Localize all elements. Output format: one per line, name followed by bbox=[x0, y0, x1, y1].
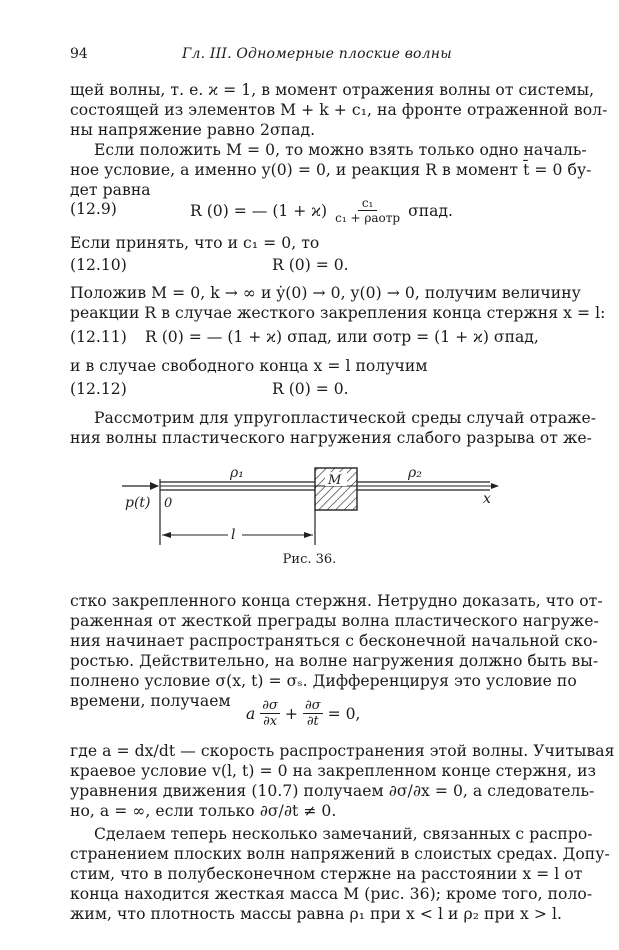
label-x: x bbox=[483, 491, 491, 507]
page-header bbox=[70, 46, 560, 64]
equation-rhs: = 0, bbox=[327, 704, 361, 723]
text-line: ное условие, а именно y(0) = 0, и реакция R в момент t̄ = 0 бу- bbox=[70, 161, 592, 179]
text-line: времени, получаем bbox=[70, 692, 231, 710]
fraction-denominator: c₁ + ρaотр bbox=[335, 211, 401, 225]
text-line: Если положить M = 0, то можно взять только одно началь- bbox=[94, 141, 587, 159]
coefficient-a: a bbox=[246, 704, 256, 723]
equation-lhs: R (0) = — (1 + ϰ) bbox=[190, 201, 328, 220]
text-line: ния волны пластического нагружения слабого разрыва от же- bbox=[70, 429, 592, 447]
text-line: раженная от жесткой преграды волна пластического нагруже- bbox=[70, 612, 599, 630]
equation-12-10: R (0) = 0. bbox=[272, 256, 349, 274]
plus-sign: + bbox=[284, 704, 298, 723]
text-line: и в случае свободного конца x = l получим bbox=[70, 357, 428, 375]
running-title: Гл. III. Одномерные плоские волны bbox=[182, 46, 452, 62]
equation-differential bbox=[246, 698, 361, 729]
fraction-numerator: c₁ bbox=[358, 196, 378, 211]
page-number: 94 bbox=[70, 46, 88, 62]
label-force: p(t) bbox=[125, 495, 151, 511]
text-line: краевое условие v(l, t) = 0 на закрепленном конце стержня, из bbox=[70, 762, 597, 780]
text-line: дет равна bbox=[70, 181, 151, 199]
text-line: стим, что в полубесконечном стержне на расстоянии x = l от bbox=[70, 865, 583, 883]
equation-12-11: R (0) = — (1 + ϰ) σпад, или σотр = (1 + ϰ) σпад, bbox=[145, 328, 539, 346]
fraction-denominator: ∂x bbox=[263, 714, 278, 729]
fraction-numerator: ∂σ bbox=[304, 698, 321, 713]
text-line: конца находится жесткая масса M (рис. 36); кроме того, поло- bbox=[70, 885, 593, 903]
text-line: реакции R в случае жесткого закрепления конца стержня x = l: bbox=[70, 304, 606, 322]
x-axis-arrowhead bbox=[491, 483, 499, 489]
fraction bbox=[303, 698, 323, 729]
text-line: Если принять, что и c₁ = 0, то bbox=[70, 234, 320, 252]
text-line: щей волны, т. е. ϰ = 1, в момент отражения волны от системы, bbox=[70, 81, 595, 99]
label-rho2: ρ₂ bbox=[408, 465, 422, 481]
label-mass: M bbox=[328, 473, 342, 488]
text-line: стко закрепленного конца стержня. Нетрудно доказать, что от- bbox=[70, 592, 603, 610]
fraction bbox=[333, 196, 402, 225]
force-arrowhead bbox=[150, 482, 159, 490]
equation-number: (12.9) bbox=[70, 200, 117, 218]
text-line: состоящей из элементов M + k + c₁, на фронте отраженной вол- bbox=[70, 101, 608, 119]
label-rho1: ρ₁ bbox=[230, 465, 244, 481]
text-line: ны напряжение равно 2σпад. bbox=[70, 121, 316, 139]
text-line: полнено условие σ(x, t) = σₛ. Дифференцируя это условие по bbox=[70, 672, 577, 690]
text-line: Рассмотрим для упругопластической среды случай отраже- bbox=[94, 409, 597, 427]
text-line: но, a = ∞, если только ∂σ/∂t ≠ 0. bbox=[70, 802, 337, 820]
text-line: Положив M = 0, k → ∞ и ẏ(0) → 0, y(0) → 0, получим величину bbox=[70, 284, 581, 302]
figure-36 bbox=[110, 455, 510, 550]
fraction-numerator: ∂σ bbox=[262, 698, 278, 713]
dimension-arrowhead-right bbox=[304, 532, 313, 538]
fraction bbox=[260, 698, 280, 729]
text-line: Сделаем теперь несколько замечаний, связанных с распро- bbox=[94, 825, 593, 843]
equation-tail: σпад. bbox=[408, 201, 453, 220]
text-line: жим, что плотность массы равна ρ₁ при x < l и ρ₂ при x > l. bbox=[70, 905, 562, 923]
equation-number: (12.12) bbox=[70, 380, 127, 398]
label-origin: 0 bbox=[164, 496, 173, 511]
text-line: где a = dx/dt — скорость распространения этой волны. Учитывая bbox=[70, 742, 615, 760]
fraction-denominator: ∂t bbox=[306, 714, 319, 729]
text-line: ростью. Действительно, на волне нагружения должно быть вы- bbox=[70, 652, 599, 670]
equation-12-12: R (0) = 0. bbox=[272, 380, 349, 398]
text-line: ния начинает распространяться с бесконечной начальной ско- bbox=[70, 632, 598, 650]
equation-12-9 bbox=[190, 196, 453, 225]
figure-caption: Рис. 36. bbox=[282, 552, 337, 567]
text-line: уравнения движения (10.7) получаем ∂σ/∂x = 0, а следователь- bbox=[70, 782, 595, 800]
equation-number: (12.11) bbox=[70, 328, 127, 346]
equation-number: (12.10) bbox=[70, 256, 127, 274]
dimension-arrowhead-left bbox=[162, 532, 171, 538]
label-length: l bbox=[231, 527, 236, 543]
text-line: странением плоских волн напряжений в слоистых средах. Допу- bbox=[70, 845, 610, 863]
